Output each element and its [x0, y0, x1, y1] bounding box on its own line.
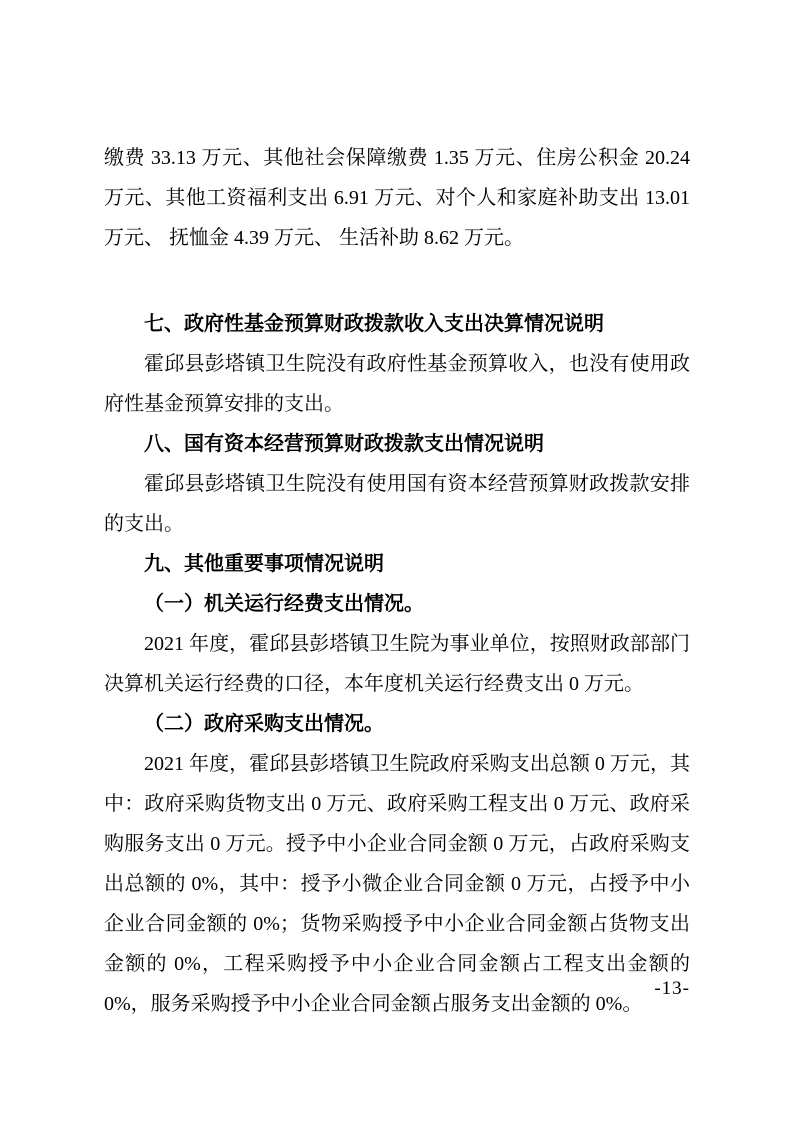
section-heading-seven: 七、政府性基金预算财政拨款收入支出决算情况说明	[144, 313, 604, 335]
paragraph-social-insurance-continuation: 缴费 33.13 万元、其他社会保障缴费 1.35 万元、住房公积金 20.24 万元、其他工资福利支出 6.91 万元、对个人和家庭补助支出 13.01 万元、 抚恤金 4.39 万元、 生活补助 8.62 万元。	[104, 147, 690, 249]
sub-heading-government-procurement: （二）政府采购支出情况。	[144, 713, 384, 735]
paragraph-government-fund-budget: 霍邱县彭塔镇卫生院没有政府性基金预算收入，也没有使用政府性基金预算安排的支出。	[104, 353, 690, 415]
section-heading-nine: 九、其他重要事项情况说明	[144, 553, 384, 575]
paragraph-state-capital-budget: 霍邱县彭塔镇卫生院没有使用国有资本经营预算财政拨款安排的支出。	[104, 473, 690, 535]
page-number: -13-	[654, 978, 690, 999]
section-heading-eight: 八、国有资本经营预算财政拨款支出情况说明	[144, 433, 544, 455]
paragraph-government-procurement: 2021 年度，霍邱县彭塔镇卫生院政府采购支出总额 0 万元，其中：政府采购货物支出 0 万元、政府采购工程支出 0 万元、政府采购服务支出 0 万元。授予中小企业合同金额 0 万元，占政府采购支出总额的 0%，其中：授予小微企业合同金额 0 万元，占授予中小企业合同金额的 0%；货物采购授予中小企业合同金额占货物支出金额的 0%，工程采购授予中小企业合同金额占工程支出金额的 0%，服务采购授予中小企业合同金额占服务支出金额的 0%。	[104, 753, 690, 1015]
paragraph-operating-expenses: 2021 年度，霍邱县彭塔镇卫生院为事业单位，按照财政部部门决算机关运行经费的口径，本年度机关运行经费支出 0 万元。	[104, 633, 690, 695]
sub-heading-operating-expenses: （一）机关运行经费支出情况。	[144, 593, 424, 615]
document-body	[104, 138, 690, 1024]
